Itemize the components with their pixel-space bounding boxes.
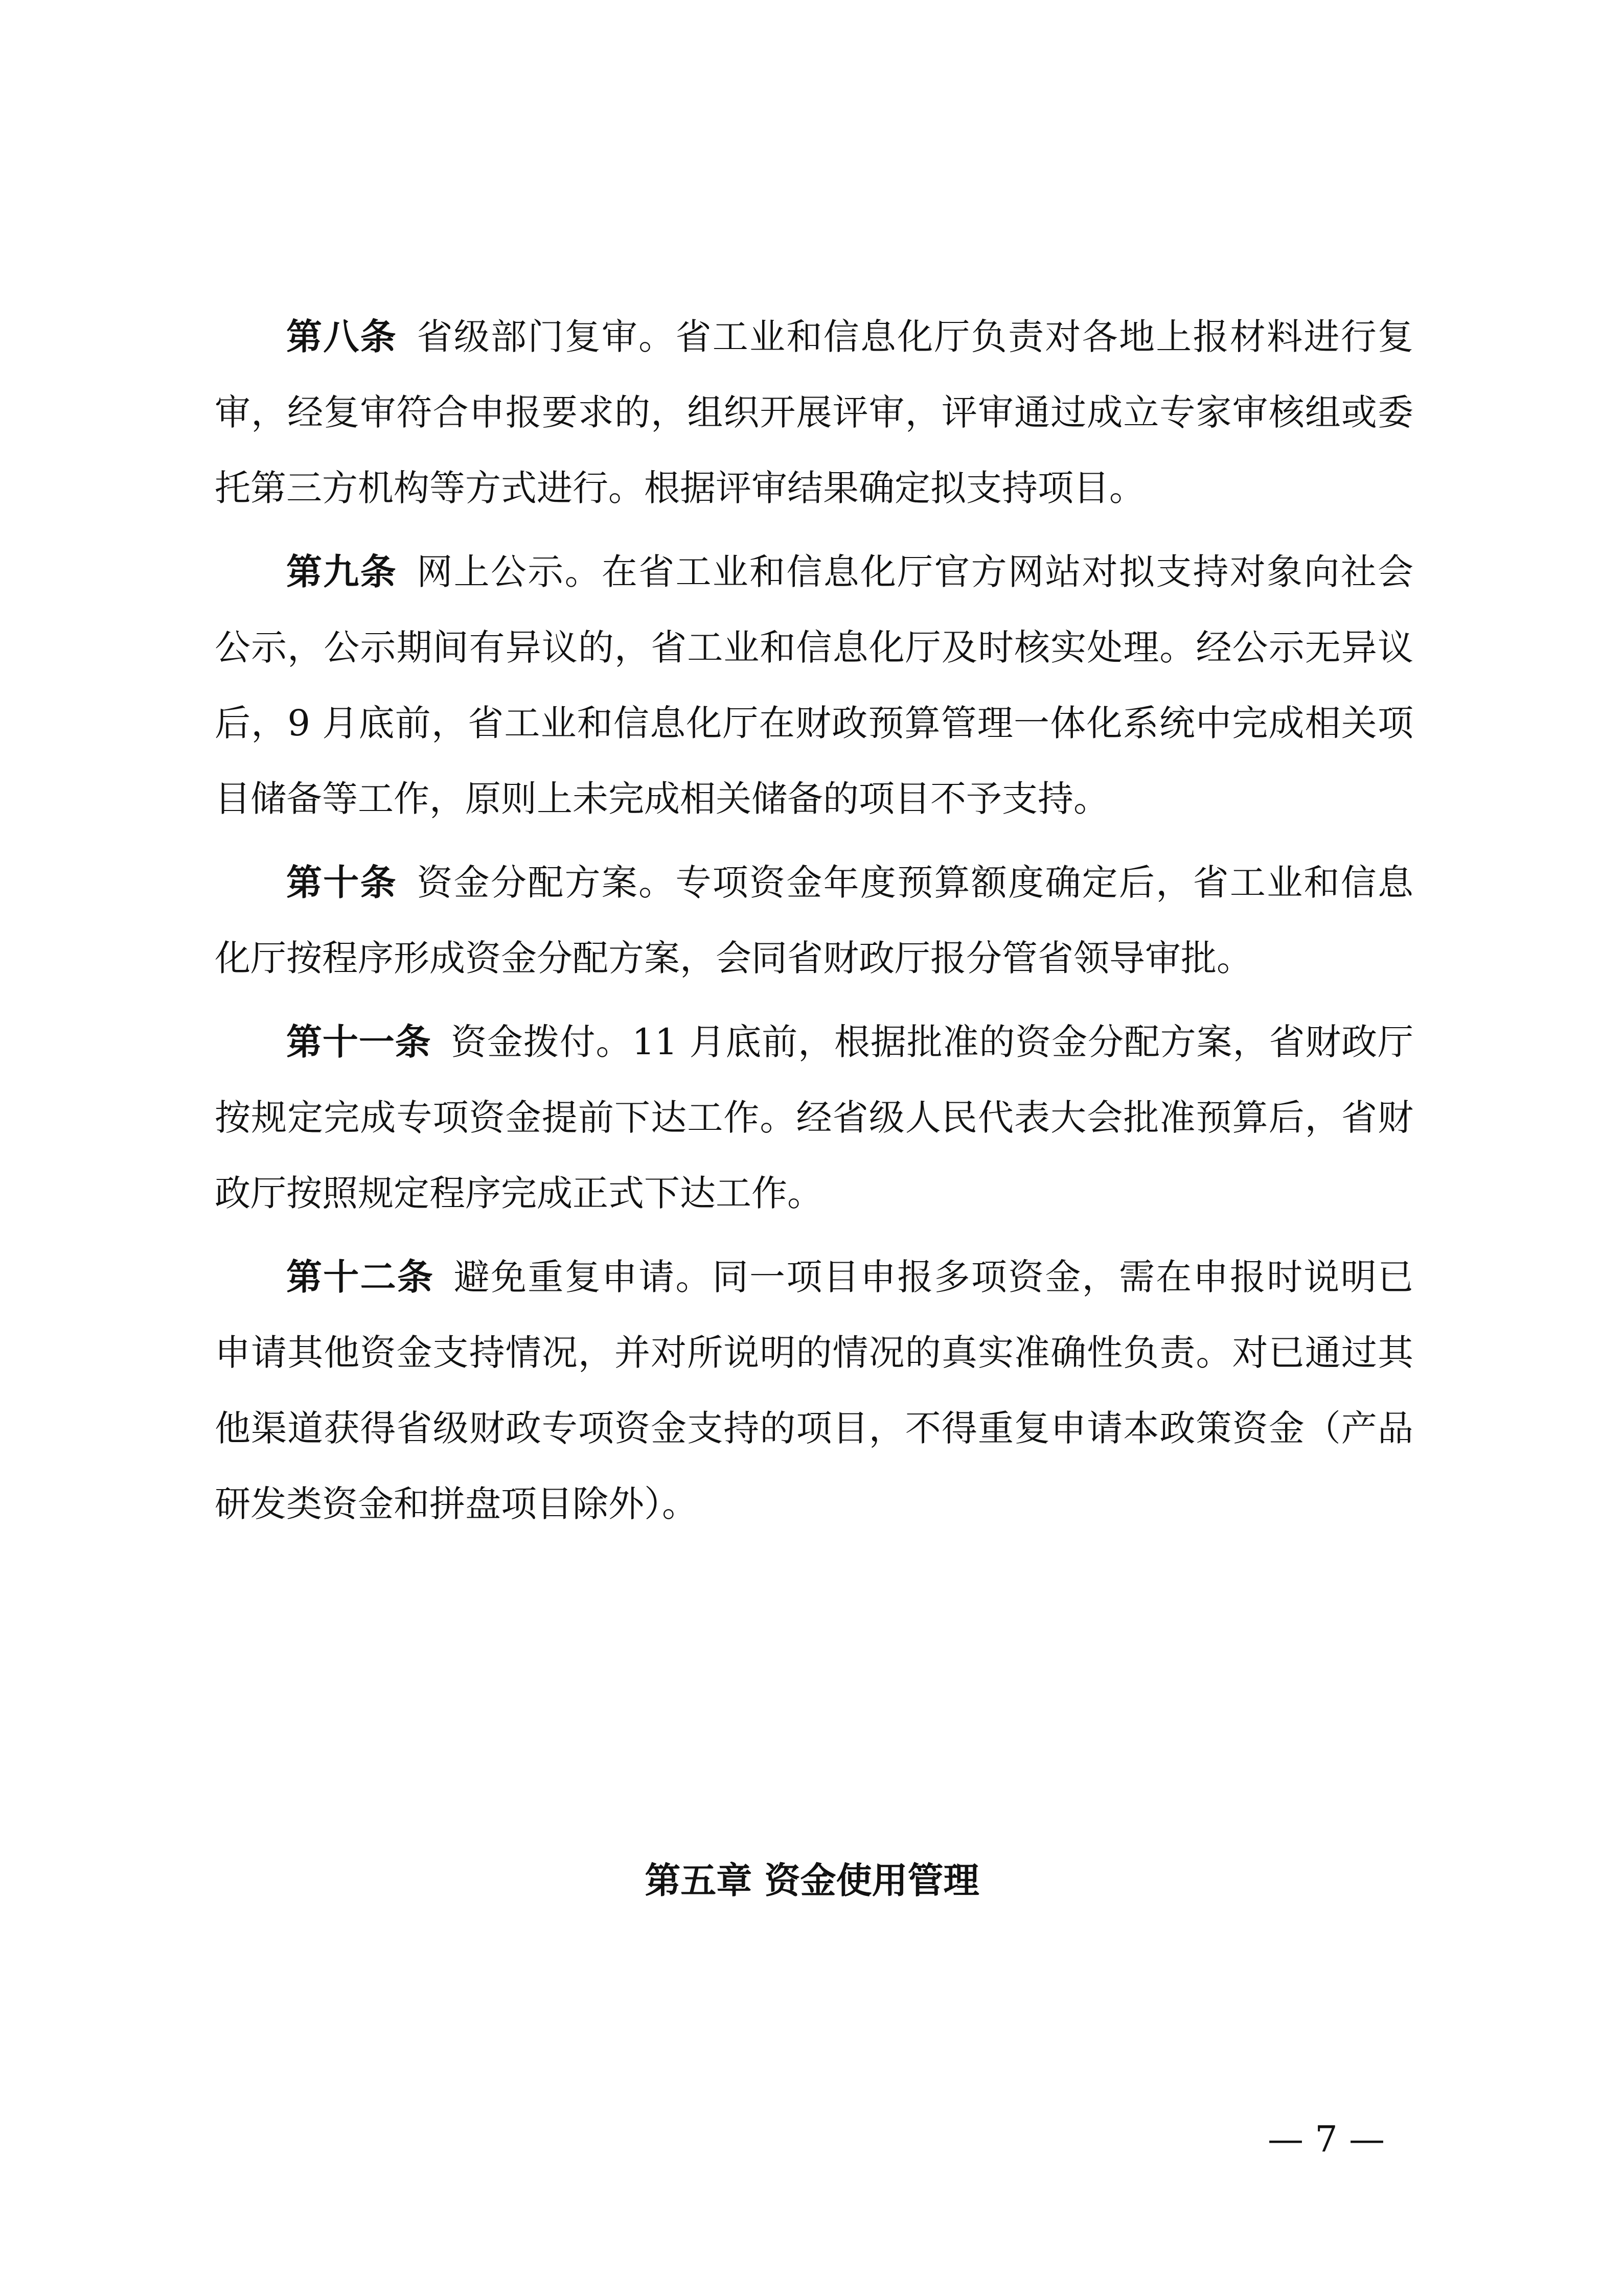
chapter-heading: 第五章 资金使用管理 bbox=[645, 1860, 979, 1901]
article-9 bbox=[215, 534, 1413, 837]
article-title: 第八条 bbox=[286, 316, 397, 358]
article-11 bbox=[215, 1004, 1413, 1231]
article-text: 省级部门复审。省工业和信息化厅负责对各地上报材料进行复审，经复审符合申报要求的，组织开展评审，评审通过成立专家审核组或委托第三方机构等方式进行。根据评审结果确定拟支持项目。 bbox=[215, 316, 1414, 509]
article-title: 第十条 bbox=[286, 862, 397, 903]
article-8 bbox=[215, 299, 1413, 526]
article-title: 第十一条 bbox=[286, 1021, 431, 1063]
article-12 bbox=[215, 1239, 1413, 1542]
article-title: 第十二条 bbox=[286, 1256, 434, 1298]
page-number: — 7 — bbox=[1267, 2118, 1385, 2160]
article-text: 避免重复申请。同一项目申报多项资金，需在申报时说明已申请其他资金支持情况，并对所说明的情况的真实准确性负责。对已通过其他渠道获得省级财政专项资金支持的项目，不得重复申请本政策资金（产品研发类资金和拼盘项目除外）。 bbox=[215, 1256, 1414, 1525]
article-title: 第九条 bbox=[286, 551, 397, 593]
article-text: 资金分配方案。专项资金年度预算额度确定后，省工业和信息化厅按程序形成资金分配方案，会同省财政厅报分管省领导审批。 bbox=[215, 862, 1414, 979]
article-text: 资金拨付。11 月底前，根据批准的资金分配方案，省财政厅按规定完成专项资金提前下达工作。经省级人民代表大会批准预算后，省财政厅按照规定程序完成正式下达工作。 bbox=[215, 1021, 1414, 1214]
document-body bbox=[215, 299, 1413, 1550]
article-text: 网上公示。在省工业和信息化厅官方网站对拟支持对象向社会公示，公示期间有异议的，省工业和信息化厅及时核实处理。经公示无异议后，9 月底前，省工业和信息化厅在财政预算管理一体化系统中完成相关项目储备等工作，原则上未完成相关储备的项目不予支持。 bbox=[215, 551, 1414, 820]
article-10 bbox=[215, 845, 1413, 996]
